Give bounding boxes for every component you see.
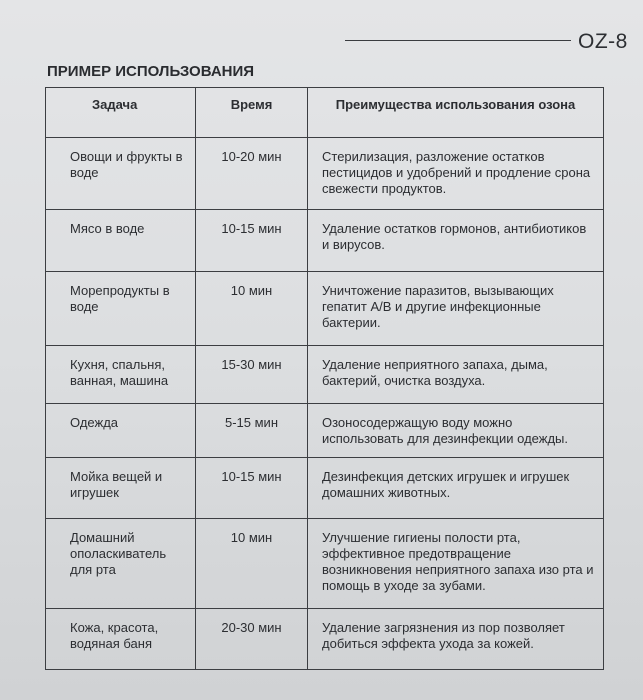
- usage-table: [45, 87, 604, 670]
- time-cell: 15-30 мин: [196, 346, 308, 404]
- task-cell: Мясо в воде: [46, 210, 196, 272]
- table-row: [46, 210, 604, 272]
- header-advantages: Преимущества использования озона: [308, 88, 604, 138]
- header-rule: [345, 40, 571, 41]
- table-row: [46, 458, 604, 519]
- advantage-cell: Удаление неприятного запаха, дыма, бактерий, очистка воздуха.: [308, 346, 604, 404]
- task-cell: Овощи и фрукты в воде: [46, 138, 196, 210]
- model-label: OZ-8: [578, 30, 628, 53]
- table-row: [46, 138, 604, 210]
- table-row: [46, 404, 604, 458]
- table-header-row: [46, 88, 604, 138]
- table-row: [46, 346, 604, 404]
- task-cell: Домашний ополаскиватель для рта: [46, 519, 196, 609]
- table-row: [46, 609, 604, 670]
- section-title: ПРИМЕР ИСПОЛЬЗОВАНИЯ: [47, 63, 255, 80]
- advantage-cell: Озоносодержащую воду можно использовать для дезинфекции одежды.: [308, 404, 604, 458]
- time-cell: 10-15 мин: [196, 210, 308, 272]
- time-cell: 10-20 мин: [196, 138, 308, 210]
- task-cell: Мойка вещей и игрушек: [46, 458, 196, 519]
- task-cell: Кухня, спальня, ванная, машина: [46, 346, 196, 404]
- advantage-cell: Дезинфекция детских игрушек и игрушек домашних животных.: [308, 458, 604, 519]
- time-cell: 10-15 мин: [196, 458, 308, 519]
- header-time: Время: [196, 88, 308, 138]
- advantage-cell: Стерилизация, разложение остатков пестицидов и удобрений и продление срона свежести продуктов.: [308, 138, 604, 210]
- time-cell: 5-15 мин: [196, 404, 308, 458]
- task-cell: Одежда: [46, 404, 196, 458]
- advantage-cell: Уничтожение паразитов, вызывающих гепатит A/B и другие инфекционные бактерии.: [308, 272, 604, 346]
- advantage-cell: Удаление остатков гормонов, антибиотиков и вирусов.: [308, 210, 604, 272]
- task-cell: Кожа, красота, водяная баня: [46, 609, 196, 670]
- table-row: [46, 272, 604, 346]
- advantage-cell: Удаление загрязнения из пор позволяет добиться эффекта ухода за кожей.: [308, 609, 604, 670]
- time-cell: 10 мин: [196, 519, 308, 609]
- header-task: Задача: [46, 88, 196, 138]
- time-cell: 10 мин: [196, 272, 308, 346]
- task-cell: Морепродукты в воде: [46, 272, 196, 346]
- advantage-cell: Улучшение гигиены полости рта, эффективное предотвращение возникновения неприятного запаха изо рта и помощь в уходе за зубами.: [308, 519, 604, 609]
- time-cell: 20-30 мин: [196, 609, 308, 670]
- table-row: [46, 519, 604, 609]
